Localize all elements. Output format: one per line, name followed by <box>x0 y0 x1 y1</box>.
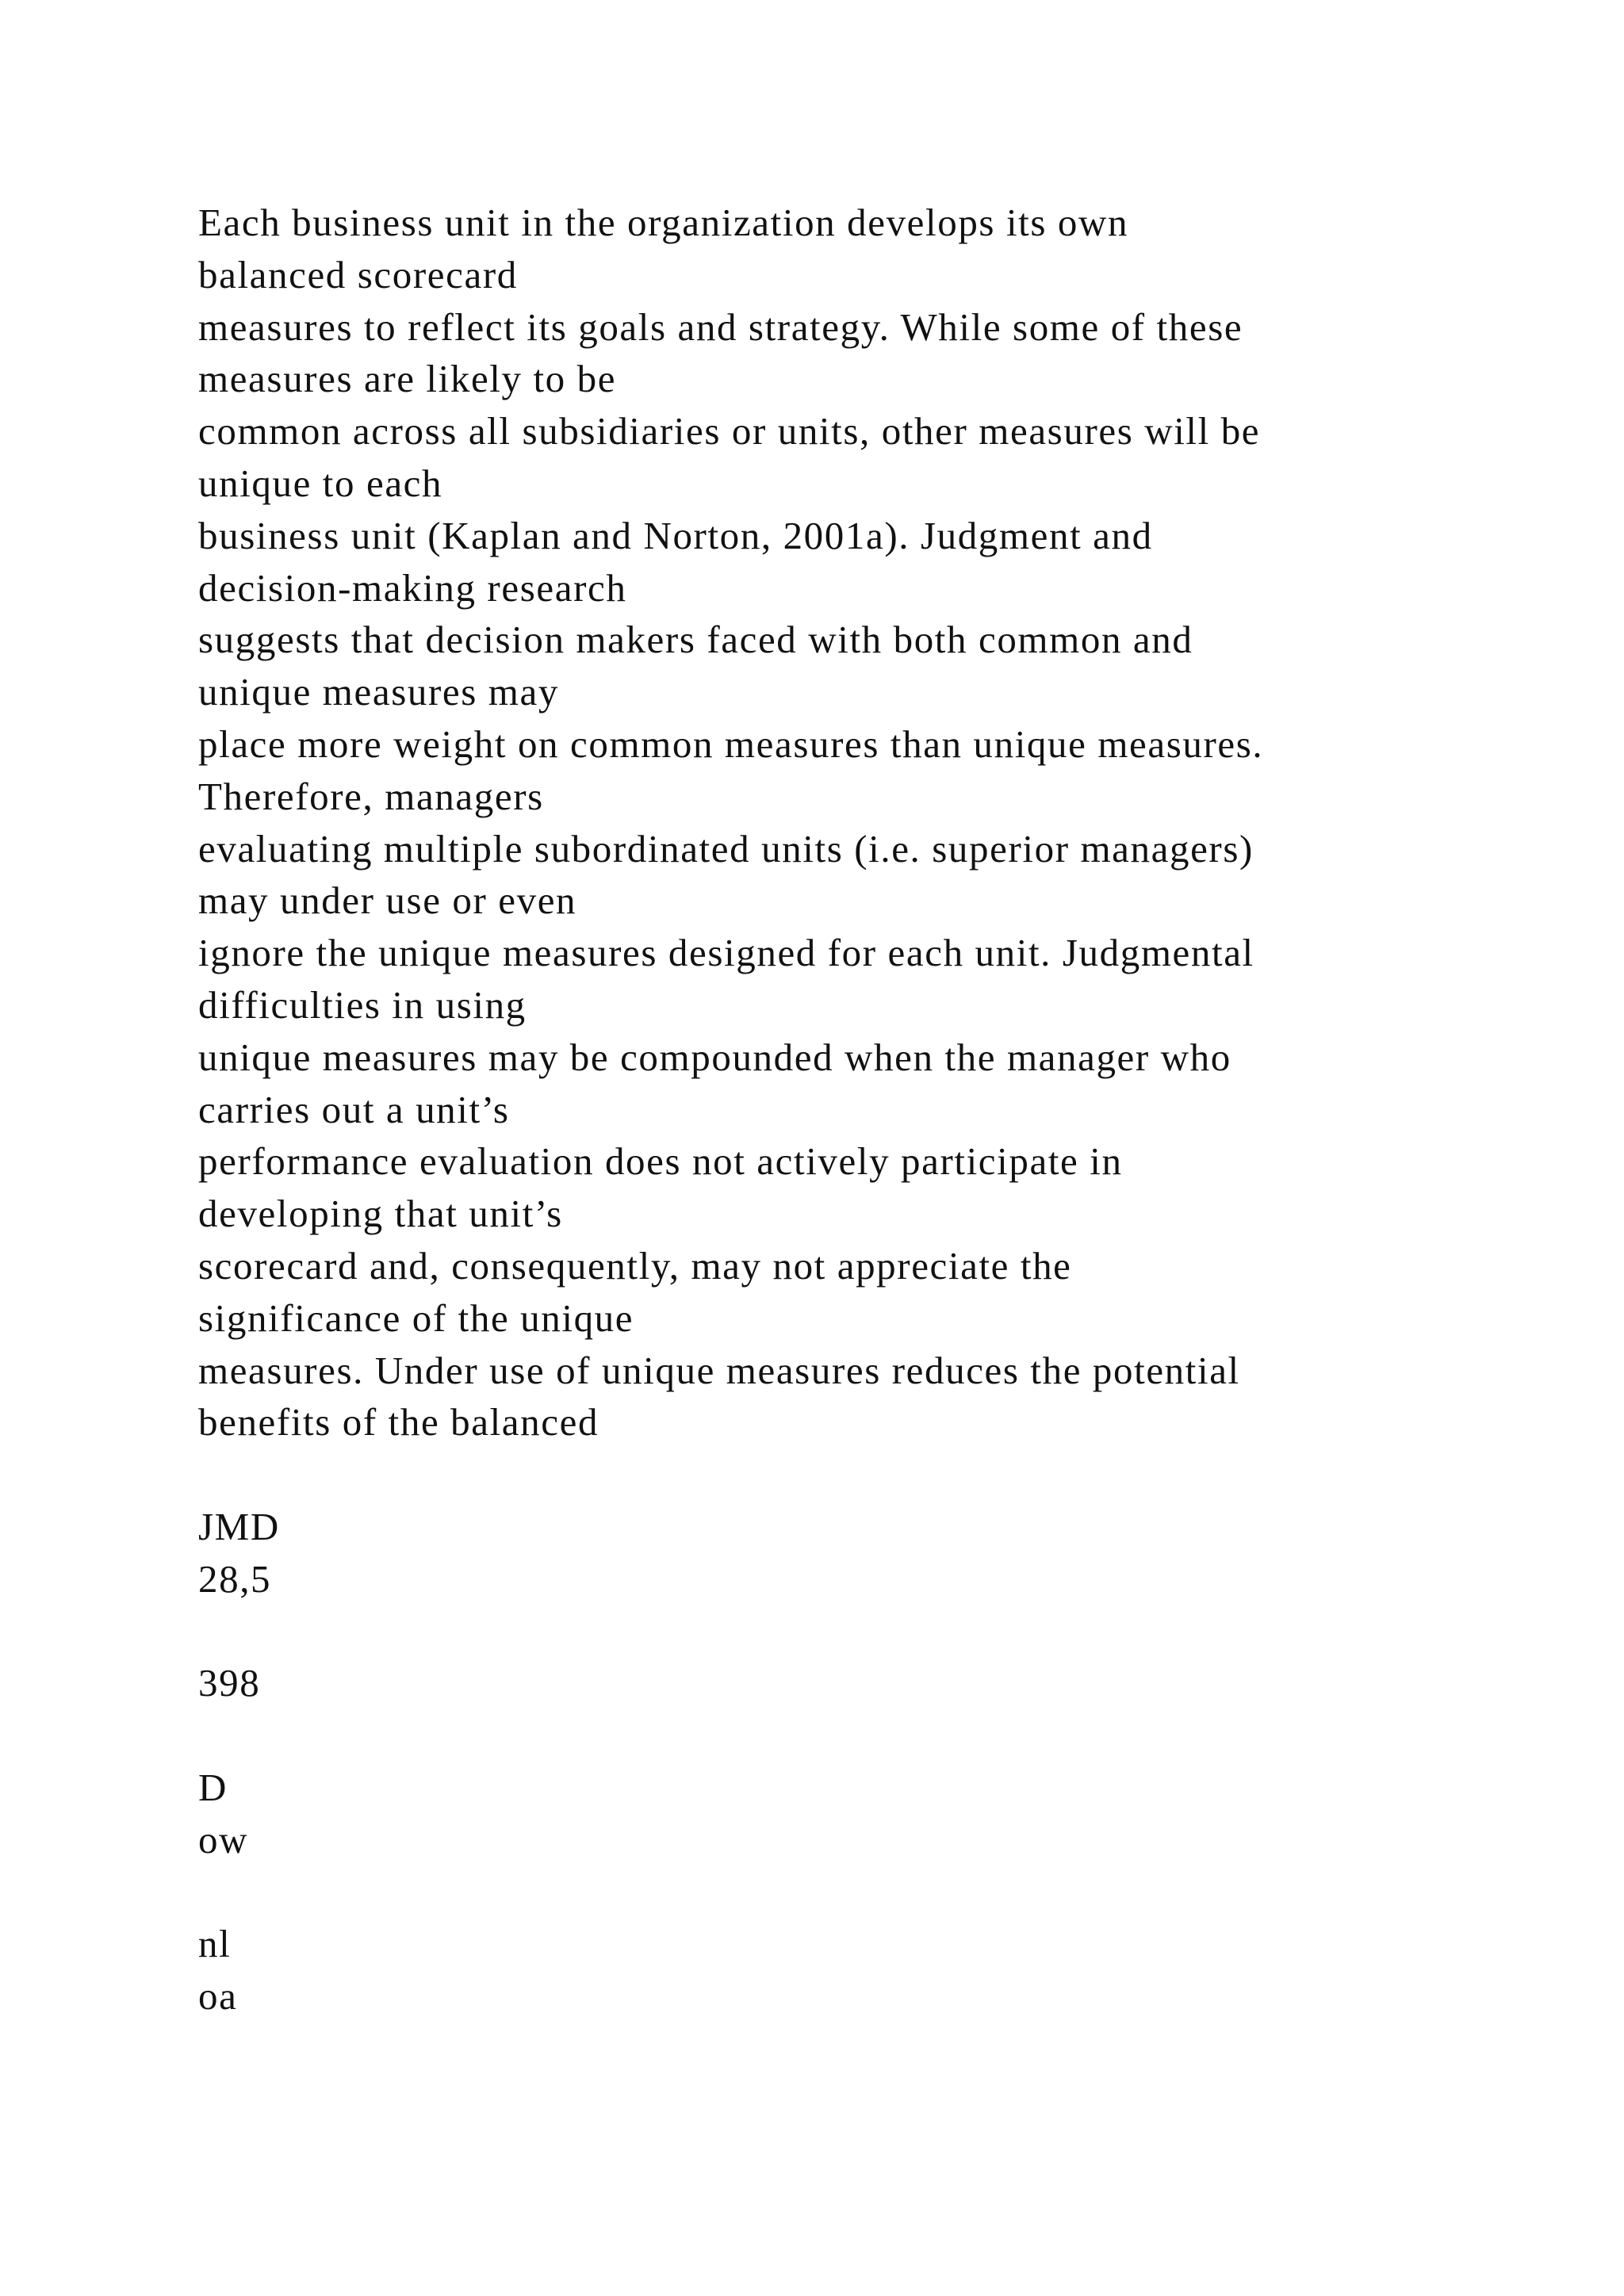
watermark-fragment: ow <box>198 1817 249 1862</box>
journal-abbreviation: JMD <box>198 1504 280 1548</box>
spacer <box>198 1605 1546 1658</box>
text-line: unique measures may be compounded when the manager who <box>198 1035 1231 1079</box>
text-line: performance evaluation does not actively participate in <box>198 1139 1123 1184</box>
body-text <box>198 197 1546 2022</box>
text-line: measures are likely to be <box>198 357 617 401</box>
text-line: common across all subsidiaries or units, other measures will be <box>198 409 1261 453</box>
text-line: unique measures may <box>198 670 559 714</box>
volume-issue: 28,5 <box>198 1556 272 1601</box>
text-line: decision-making research <box>198 565 627 610</box>
text-line: balanced scorecard <box>198 252 518 297</box>
text-line: ignore the unique measures designed for each unit. Judgmental <box>198 931 1254 975</box>
page-number: 398 <box>198 1661 261 1705</box>
text-line: business unit (Kaplan and Norton, 2001a). Judgment and <box>198 513 1153 557</box>
watermark-fragment: oa <box>198 1974 238 2019</box>
text-line: measures to reflect its goals and strategy. While some of these <box>198 304 1243 349</box>
text-line: evaluating multiple subordinated units (i.e. superior managers) <box>198 826 1254 871</box>
spacer <box>198 1448 1546 1501</box>
text-line: may under use or even <box>198 878 577 923</box>
text-line: difficulties in using <box>198 982 527 1027</box>
text-line: significance of the unique <box>198 1295 634 1340</box>
text-line: Therefore, managers <box>198 774 544 818</box>
text-line: developing that unit’s <box>198 1192 563 1236</box>
text-line: place more weight on common measures than unique measures. <box>198 721 1264 766</box>
text-line: measures. Under use of unique measures reduces the potential <box>198 1348 1240 1392</box>
watermark-fragment: nl <box>198 1922 232 1966</box>
watermark-fragment: D <box>198 1765 228 1809</box>
text-line: suggests that decision makers faced with both common and <box>198 618 1193 662</box>
spacer <box>198 1866 1546 1919</box>
text-line: Each business unit in the organization develops its own <box>198 201 1129 244</box>
spacer <box>198 1709 1546 1762</box>
text-line: benefits of the balanced <box>198 1400 599 1445</box>
text-line: scorecard and, consequently, may not appreciate the <box>198 1243 1072 1288</box>
text-line: carries out a unit’s <box>198 1087 510 1131</box>
text-line: unique to each <box>198 461 443 505</box>
